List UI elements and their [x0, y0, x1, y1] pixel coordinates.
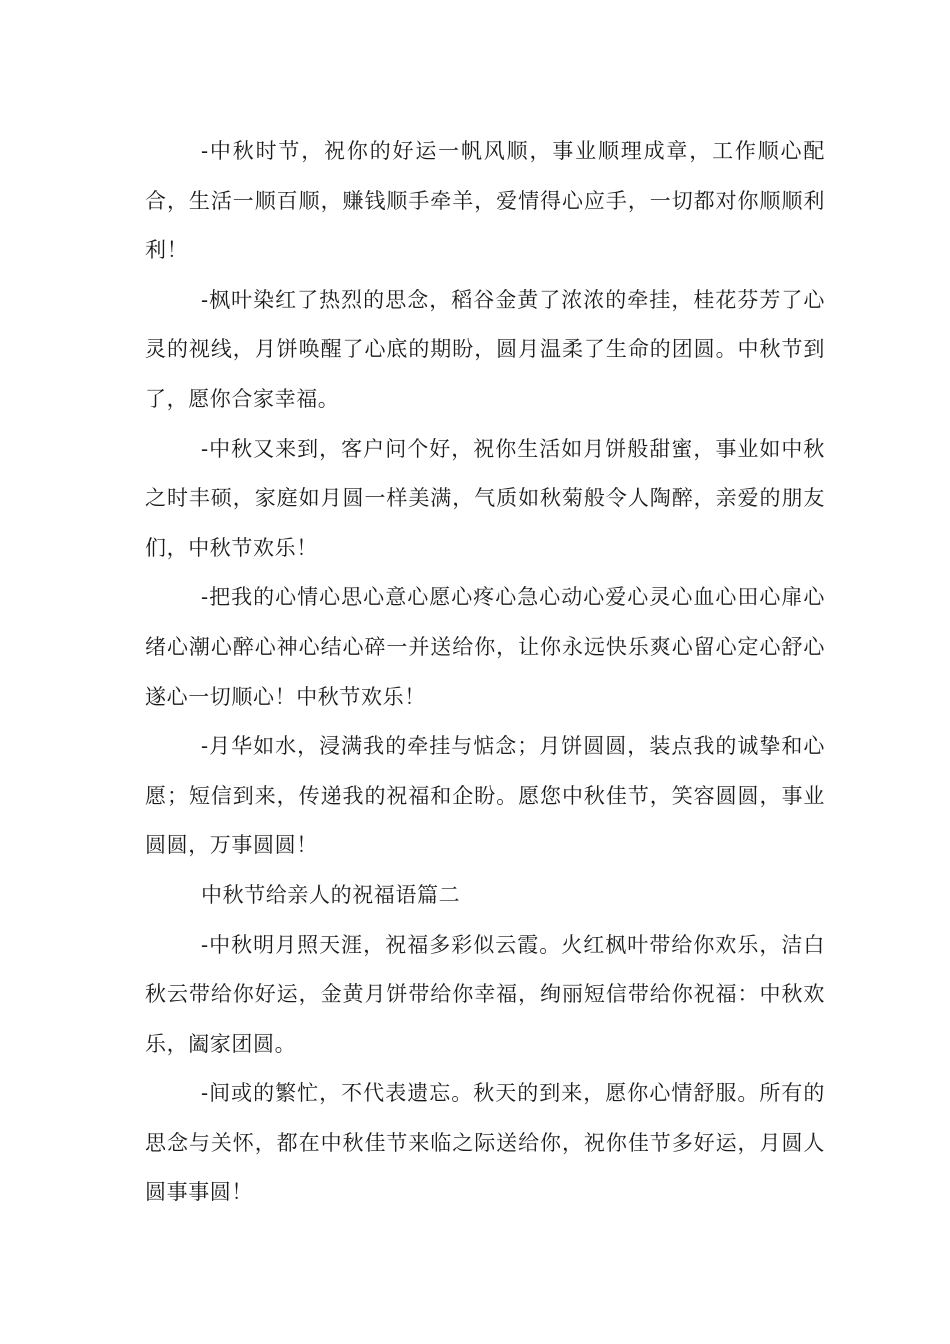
paragraph-4: -把我的心情心思心意心愿心疼心急心动心爱心灵心血心田心扉心绪心潮心醉心神心结心碎一并送给你，让你永远快乐爽心留心定心舒心遂心一切顺心！中秋节欢乐！	[145, 585, 825, 709]
paragraph-6: -中秋明月照天涯，祝福多彩似云霞。火红枫叶带给你欢乐，洁白秋云带给你好运，金黄月饼带给你幸福，绚丽短信带给你祝福：中秋欢乐，阖家团圆。	[145, 932, 825, 1056]
paragraph-2: -枫叶染红了热烈的思念，稻谷金黄了浓浓的牵挂，桂花芬芳了心灵的视线，月饼唤醒了心底的期盼，圆月温柔了生命的团圆。中秋节到了，愿你合家幸福。	[145, 287, 825, 411]
document-body	[145, 127, 825, 1218]
paragraph-1: -中秋时节，祝你的好运一帆风顺，事业顺理成章，工作顺心配合，生活一顺百顺，赚钱顺手牵羊，爱情得心应手，一切都对你顺顺利利！	[145, 139, 825, 263]
section-heading: 中秋节给亲人的祝福语篇二	[201, 882, 461, 907]
paragraph-3: -中秋又来到，客户问个好，祝你生活如月饼般甜蜜，事业如中秋之时丰硕，家庭如月圆一样美满，气质如秋菊般令人陶醉，亲爱的朋友们，中秋节欢乐！	[145, 436, 825, 560]
paragraph-7: -间或的繁忙，不代表遗忘。秋天的到来，愿你心情舒服。所有的思念与关怀，都在中秋佳节来临之际送给你，祝你佳节多好运，月圆人圆事事圆！	[145, 1081, 825, 1205]
paragraph-5: -月华如水，浸满我的牵挂与惦念；月饼圆圆，装点我的诚挚和心愿；短信到来，传递我的祝福和企盼。愿您中秋佳节，笑容圆圆，事业圆圆，万事圆圆！	[145, 734, 825, 858]
